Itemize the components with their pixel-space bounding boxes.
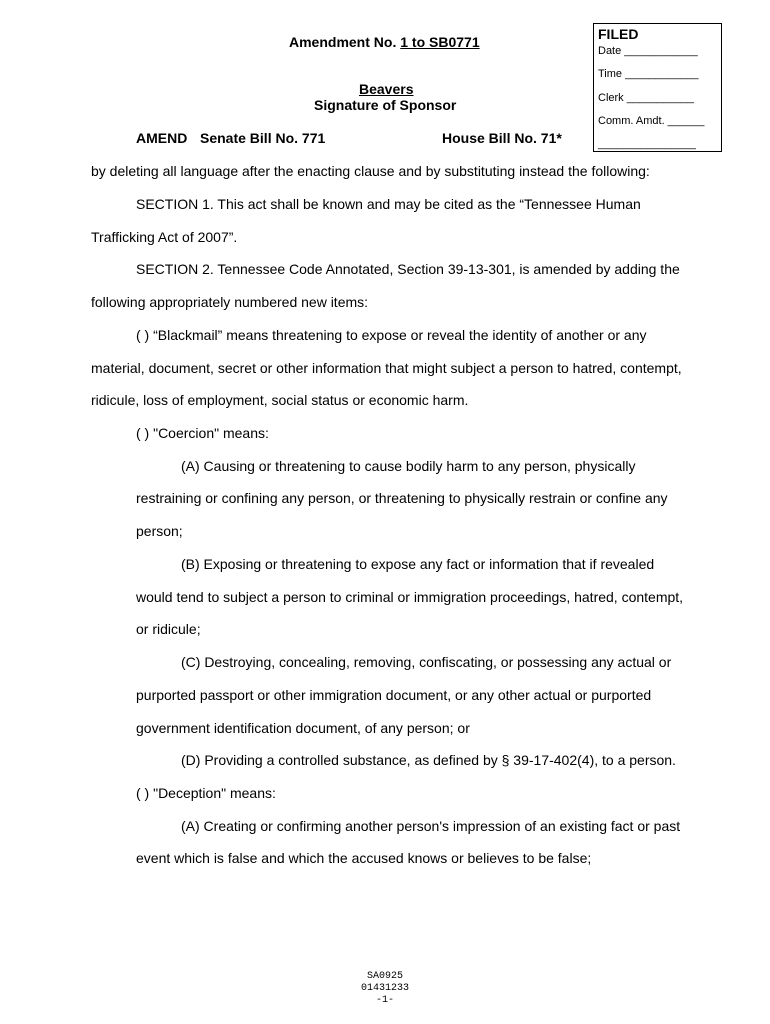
house-bill: House Bill No. 71* — [442, 130, 562, 146]
body-line: following appropriately numbered new items: — [91, 294, 369, 310]
amend-label: AMEND — [136, 130, 188, 146]
page-number: -1- — [375, 995, 394, 1006]
body-line: (C) Destroying, concealing, removing, confiscating, or possessing any actual or — [181, 654, 672, 670]
body-line: government identification document, of any person; or — [136, 720, 470, 736]
body-line: (D) Providing a controlled substance, as defined by § 39-17-402(4), to a person. — [181, 752, 676, 768]
body-line: would tend to subject a person to criminal or immigration proceedings, hatred, contempt, — [136, 589, 684, 605]
body-line: SECTION 1. This act shall be known and may be cited as the “Tennessee Human — [136, 196, 641, 212]
body-line: ( ) “Blackmail” means threatening to expose or reveal the identity of another or any — [136, 327, 647, 343]
amendment-number: 1 to SB0771 — [400, 34, 480, 50]
amendment-title — [289, 34, 480, 50]
body-line: restraining or confining any person, or threatening to physically restrain or confine any — [136, 490, 668, 506]
filed-time: Time ____________ — [598, 68, 699, 80]
filed-stamp-box — [593, 23, 722, 152]
body-line: (A) Creating or confirming another person's impression of an existing fact or past — [181, 818, 681, 834]
body-line: ( ) "Coercion" means: — [136, 425, 269, 441]
filed-clerk: Clerk ___________ — [598, 92, 695, 104]
footer-doc-number: 01431233 — [360, 983, 409, 994]
body-line: by deleting all language after the enacting clause and by substituting instead the following: — [91, 163, 650, 179]
body-line: material, document, secret or other information that might subject a person to hatred, contempt, — [91, 360, 682, 376]
sponsor-name: Beavers — [359, 81, 414, 97]
sponsor-label: Signature of Sponsor — [314, 97, 457, 113]
body-line: ( ) "Deception" means: — [136, 785, 276, 801]
body-line: event which is false and which the accused knows or believes to be false; — [136, 850, 592, 866]
body-line: (B) Exposing or threatening to expose any fact or information that if revealed — [181, 556, 655, 572]
body-line: person; — [136, 523, 183, 539]
body-line: SECTION 2. Tennessee Code Annotated, Section 39-13-301, is amended by adding the — [136, 261, 680, 277]
body-line: (A) Causing or threatening to cause bodily harm to any person, physically — [181, 458, 636, 474]
filed-title: FILED — [598, 26, 639, 42]
amendment-prefix: Amendment No. — [289, 34, 397, 50]
body-line: purported passport or other immigration document, or any other actual or purported — [136, 687, 652, 703]
filed-bottom-line: ________________ — [598, 138, 696, 150]
body-line: or ridicule; — [136, 621, 201, 637]
filed-date: Date ____________ — [598, 45, 698, 57]
footer-doc-code: SA0925 — [366, 971, 403, 982]
filed-comm-amdt: Comm. Amdt. ______ — [598, 115, 705, 127]
senate-bill: Senate Bill No. 771 — [200, 130, 326, 146]
body-line: ridicule, loss of employment, social status or economic harm. — [91, 392, 469, 408]
body-line: Trafficking Act of 2007”. — [91, 229, 238, 245]
